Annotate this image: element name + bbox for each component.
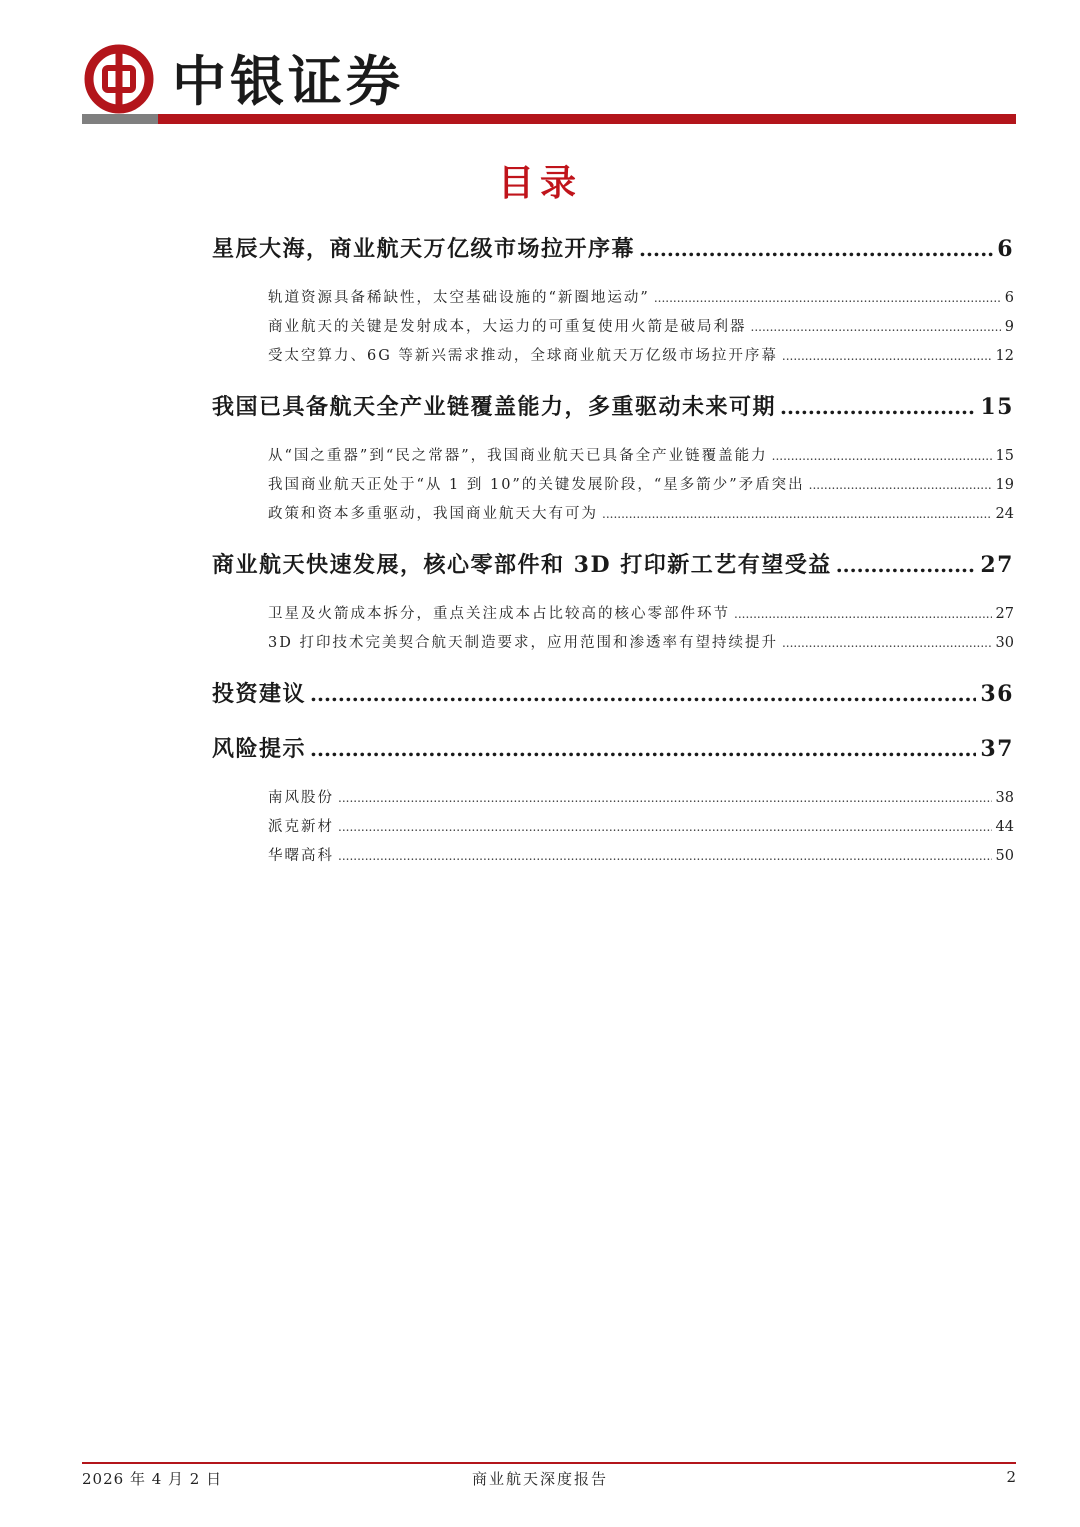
toc-entry-title: 华曙高科 bbox=[268, 848, 334, 864]
footer-rule bbox=[82, 1462, 1016, 1464]
toc-dot-leader bbox=[772, 449, 992, 463]
toc-subsection-entry[interactable] bbox=[268, 602, 1014, 623]
toc-entry-page: 38 bbox=[995, 790, 1014, 806]
toc-subsection-entry[interactable] bbox=[268, 631, 1014, 652]
toc-dot-leader bbox=[310, 737, 976, 761]
header-rule-grey bbox=[82, 114, 158, 124]
footer-date: 2026 年 4 月 2 日 bbox=[82, 1470, 223, 1488]
toc-dot-leader bbox=[310, 682, 976, 706]
toc-entry-title: 轨道资源具备稀缺性，太空基础设施的“新圈地运动” bbox=[268, 290, 650, 306]
toc-entry-title: 商业航天快速发展，核心零部件和 3D 打印新工艺有望受益 bbox=[212, 552, 832, 578]
toc-subsection-entry[interactable] bbox=[268, 844, 1014, 865]
toc-dot-leader bbox=[780, 395, 976, 419]
toc-section-entry[interactable] bbox=[212, 390, 1014, 421]
toc-dot-leader bbox=[654, 291, 1001, 305]
toc-subsection-entry[interactable] bbox=[268, 502, 1014, 523]
toc-subsection-entry[interactable] bbox=[268, 444, 1014, 465]
toc-subsection-entry[interactable] bbox=[268, 786, 1014, 807]
toc-entry-page: 24 bbox=[995, 506, 1014, 522]
toc-entry-title: 投资建议 bbox=[212, 681, 307, 707]
toc-entry-page: 12 bbox=[995, 348, 1014, 364]
toc-section-entry[interactable] bbox=[212, 677, 1014, 708]
toc-entry-page: 50 bbox=[995, 848, 1014, 864]
toc-entry-page: 15 bbox=[980, 394, 1014, 420]
toc-entry-page: 27 bbox=[980, 552, 1014, 578]
toc-dot-leader bbox=[751, 320, 1001, 334]
toc-subsection-entry[interactable] bbox=[268, 473, 1014, 494]
toc-entry-title: 商业航天的关键是发射成本，大运力的可重复使用火箭是破局利器 bbox=[268, 319, 747, 335]
toc-title: 目录 bbox=[497, 162, 582, 204]
toc-subsection-entry[interactable] bbox=[268, 286, 1014, 307]
bank-of-china-logo-icon bbox=[84, 44, 154, 114]
toc-dot-leader bbox=[639, 237, 993, 261]
toc-subsection-entry[interactable] bbox=[268, 815, 1014, 836]
footer-report-title: 商业航天深度报告 bbox=[471, 1470, 608, 1488]
toc-dot-leader bbox=[836, 553, 977, 577]
toc-entry-title: 我国已具备航天全产业链覆盖能力，多重驱动未来可期 bbox=[212, 394, 777, 420]
toc-subsection-entry[interactable] bbox=[268, 315, 1014, 336]
toc-entry-title: 南风股份 bbox=[268, 790, 334, 806]
toc-section-entry[interactable] bbox=[212, 232, 1014, 263]
toc-dot-leader bbox=[338, 849, 992, 863]
toc-entry-title: 3D 打印技术完美契合航天制造要求，应用范围和渗透率有望持续提升 bbox=[268, 635, 778, 651]
toc-entry-page: 15 bbox=[995, 448, 1014, 464]
toc-dot-leader bbox=[809, 478, 992, 492]
toc-subsection-entry[interactable] bbox=[268, 344, 1014, 365]
toc-entry-page: 44 bbox=[995, 819, 1014, 835]
toc-dot-leader bbox=[734, 607, 992, 621]
toc-entry-page: 27 bbox=[995, 606, 1014, 622]
toc-dot-leader bbox=[338, 820, 992, 834]
toc-entry-title: 政策和资本多重驱动，我国商业航天大有可为 bbox=[268, 506, 598, 522]
toc-entry-page: 19 bbox=[995, 477, 1014, 493]
toc-dot-leader bbox=[782, 349, 992, 363]
toc-entry-page: 9 bbox=[1004, 319, 1014, 335]
toc-entry-title: 派克新材 bbox=[268, 819, 334, 835]
toc-entry-page: 36 bbox=[980, 681, 1014, 707]
toc-dot-leader bbox=[338, 791, 992, 805]
brand-name: 中银证券 bbox=[172, 49, 404, 113]
toc-entry-title: 从“国之重器”到“民之常器”，我国商业航天已具备全产业链覆盖能力 bbox=[268, 448, 768, 464]
toc-entry-page: 6 bbox=[1004, 290, 1014, 306]
toc-entry-title: 受太空算力、6G 等新兴需求推动，全球商业航天万亿级市场拉开序幕 bbox=[268, 348, 778, 364]
toc-dot-leader bbox=[782, 636, 992, 650]
toc-entry-page: 30 bbox=[995, 635, 1014, 651]
toc-entry-title: 卫星及火箭成本拆分，重点关注成本占比较高的核心零部件环节 bbox=[268, 606, 730, 622]
toc-entry-title: 我国商业航天正处于“从 1 到 10”的关键发展阶段，“星多箭少”矛盾突出 bbox=[268, 477, 805, 493]
page-header bbox=[82, 40, 1016, 126]
header-rule-red bbox=[158, 114, 1016, 124]
toc-section-entry[interactable] bbox=[212, 732, 1014, 763]
toc-entry-title: 风险提示 bbox=[212, 736, 307, 762]
footer-page-number: 2 bbox=[1006, 1468, 1016, 1486]
toc-entry-page: 6 bbox=[997, 236, 1014, 262]
toc-dot-leader bbox=[602, 507, 992, 521]
toc-entry-title: 星辰大海，商业航天万亿级市场拉开序幕 bbox=[212, 236, 636, 262]
toc-entry-page: 37 bbox=[980, 736, 1014, 762]
toc-section-entry[interactable] bbox=[212, 548, 1014, 579]
